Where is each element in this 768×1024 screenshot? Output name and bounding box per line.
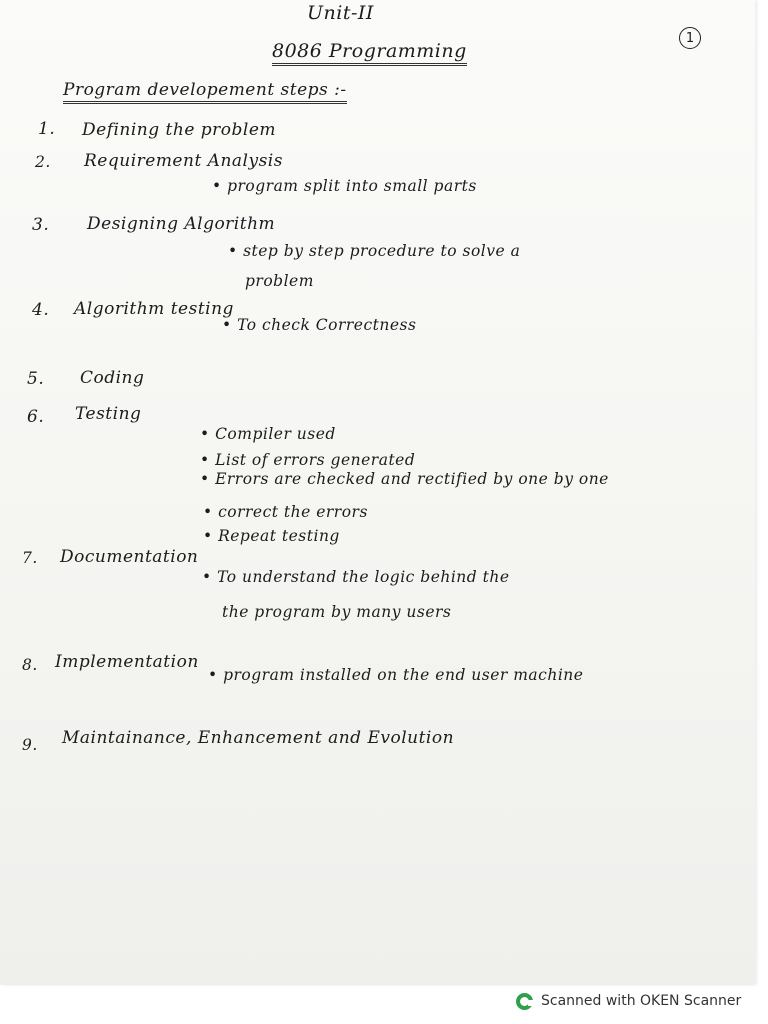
step-4-bullet-1: • To check Correctness <box>222 316 417 334</box>
step-6-bullet-5: • Repeat testing <box>203 527 340 545</box>
oken-scanner-logo-icon <box>516 993 533 1010</box>
step-7-bullet-1-cont: the program by many users <box>222 603 452 621</box>
page-title <box>272 40 467 62</box>
step-9-number: 9. <box>22 736 38 754</box>
step-2-bullet-1: • program split into small parts <box>212 177 477 195</box>
step-5-text: Coding <box>80 368 145 388</box>
step-7-bullet-1: • To understand the logic behind the <box>202 568 510 586</box>
step-9-text: Maintainance, Enhancement and Evolution <box>62 728 455 748</box>
step-3-number: 3. <box>32 215 50 235</box>
scanner-watermark-text: Scanned with OKEN Scanner <box>541 993 742 1009</box>
step-4-number: 4. <box>32 300 50 320</box>
step-1-text: Defining the problem <box>82 120 277 140</box>
step-6-bullet-1: • Compiler used <box>200 425 336 443</box>
step-3-text: Designing Algorithm <box>87 214 276 234</box>
step-6-bullet-3: • Errors are checked and rectified by one by one <box>200 470 609 488</box>
step-3-bullet-1: • step by step procedure to solve a <box>228 242 521 260</box>
step-7-number: 7. <box>22 549 38 567</box>
step-6-bullet-2: • List of errors generated <box>200 451 416 469</box>
step-2-text: Requirement Analysis <box>84 151 283 171</box>
section-heading <box>63 80 347 100</box>
page-number: 1 <box>679 27 701 49</box>
step-6-number: 6. <box>27 407 45 427</box>
page-title-text: 8086 Programming <box>272 40 467 66</box>
step-3-bullet-1-cont: problem <box>245 272 314 290</box>
step-2-number: 2. <box>35 153 51 171</box>
step-1-number: 1. <box>38 119 56 139</box>
step-8-bullet-1: • program installed on the end user machine <box>208 666 584 684</box>
step-7-text: Documentation <box>60 547 199 567</box>
step-5-number: 5. <box>27 369 45 389</box>
step-6-text: Testing <box>75 404 142 424</box>
scanner-watermark <box>516 990 741 1012</box>
step-6-bullet-4: • correct the errors <box>203 503 368 521</box>
step-8-number: 8. <box>22 656 38 674</box>
section-heading-text: Program developement steps :- <box>63 80 347 104</box>
step-8-text: Implementation <box>55 652 199 672</box>
unit-label: Unit-II <box>307 2 374 24</box>
step-4-text: Algorithm testing <box>74 299 234 319</box>
